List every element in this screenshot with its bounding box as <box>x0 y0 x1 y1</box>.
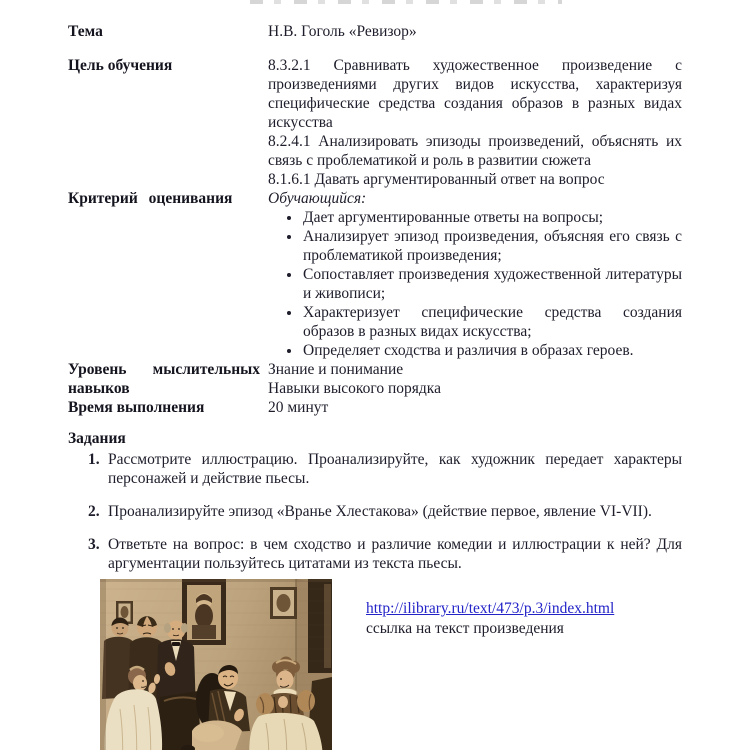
figure-row <box>100 579 682 750</box>
field-text: Знание и понимание <box>268 361 404 378</box>
field-row-tema <box>68 22 682 41</box>
resource-block <box>366 579 614 639</box>
goal-paragraph: 8.1.6.1 Давать аргументированный ответ на вопрос <box>268 171 605 188</box>
field-value <box>268 189 682 360</box>
field-label: Тема <box>68 23 103 40</box>
field-value <box>268 56 682 189</box>
field-label: Критерий оценивания <box>68 190 233 207</box>
criteria-list <box>268 208 682 360</box>
field-value <box>268 398 682 417</box>
tasks-heading: Задания <box>68 430 126 447</box>
resource-caption: ссылка на текст произведения <box>366 620 564 637</box>
field-row-time <box>68 398 682 417</box>
task-text: Ответьте на вопрос: в чем сходство и различие комедии и иллюстрации к ней? Для аргументации пользуйтесь цитатами из текста пьесы. <box>108 536 682 572</box>
field-row-goal <box>68 56 682 189</box>
criteria-intro: Обучающийся: <box>268 190 367 207</box>
field-label: Время выполнения <box>68 399 205 416</box>
field-row-criteria <box>68 189 682 360</box>
field-row-skills <box>68 360 682 398</box>
task-item-3 <box>68 535 682 573</box>
field-value <box>268 360 682 398</box>
field-value <box>268 22 682 41</box>
field-label: Цель обучения <box>68 57 173 74</box>
task-number: 2. <box>88 503 100 520</box>
goal-paragraph: 8.2.4.1 Анализировать эпизоды произведений, объяснять их связь с проблематикой и роль в развитии сюжета <box>268 133 682 169</box>
field-label: Уровень мыслительных навыков <box>68 361 260 397</box>
criterion-item: • Дает аргументированные ответы на вопросы; <box>302 208 682 227</box>
criterion-item: • Определяет сходства и различия в образах героев. <box>302 341 682 360</box>
cropped-text-artifact <box>250 0 562 4</box>
goal-paragraph: 8.3.2.1 Сравнивать художественное произведение с произведениями других видов искусства, характеризуя специфические средства создания образов в разных видах искусства <box>268 57 682 131</box>
field-text: 20 минут <box>268 399 329 416</box>
task-item-2 <box>68 502 682 521</box>
task-number: 3. <box>88 536 100 553</box>
task-item-1 <box>68 450 682 488</box>
task-text: Проанализируйте эпизод «Вранье Хлестакова» (действие первое, явление VI-VII). <box>108 503 652 520</box>
field-text: Навыки высокого порядка <box>268 380 441 397</box>
field-text: Н.В. Гоголь «Ревизор» <box>268 23 417 40</box>
criterion-item: • Характеризует специфические средства создания образов в разных видах искусства; <box>302 303 682 341</box>
revizor-illustration <box>100 579 332 750</box>
criterion-item: • Сопоставляет произведения художественной литературы и живописи; <box>302 265 682 303</box>
text-source-link[interactable]: http://ilibrary.ru/text/473/p.3/index.html <box>366 600 615 617</box>
task-number: 1. <box>88 451 100 468</box>
criterion-item: • Анализирует эпизод произведения, объясняя его связь с проблематикой произведения; <box>302 227 682 265</box>
task-text: Рассмотрите иллюстрацию. Проанализируйте, как художник передает характеры персонажей и действие пьесы. <box>108 451 682 487</box>
